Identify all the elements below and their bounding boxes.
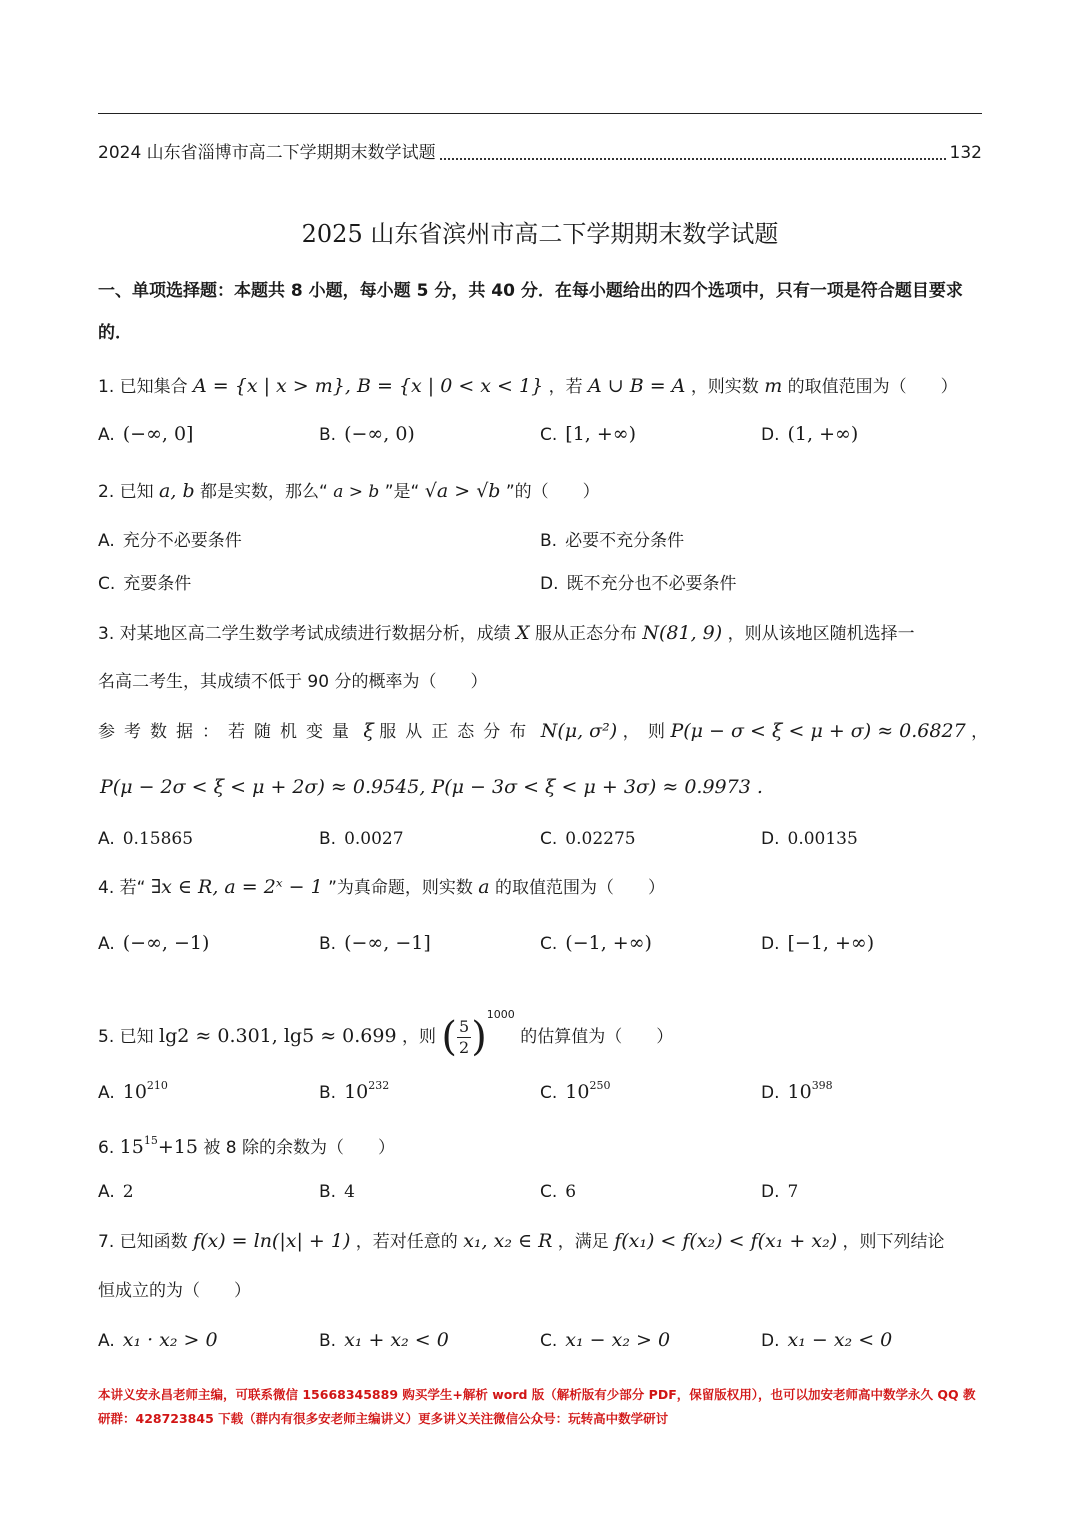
q2-option-b[interactable]: B. 必要不充分条件 bbox=[540, 531, 685, 551]
q3-option-c[interactable]: C. 0.02275 bbox=[540, 829, 636, 849]
toc-entry-page: 132 bbox=[949, 143, 982, 163]
section-heading: 一、单项选择题：本题共 8 小题，每小题 5 分，共 40 分．在每小题给出的四个选项中，只有一项是符合题目要求的． bbox=[98, 281, 963, 343]
question-3: 3. 对某地区高二学生数学考试成绩进行数据分析，成绩 X 服从正态分布 N(81, 9) ，则从该地区随机选择一 bbox=[98, 622, 915, 644]
q1-option-a[interactable]: A. (−∞, 0] bbox=[98, 423, 194, 445]
q3-option-b[interactable]: B. 0.0027 bbox=[319, 829, 404, 849]
q4-option-a[interactable]: A. (−∞, −1) bbox=[98, 932, 210, 954]
q6-option-c[interactable]: C. 6 bbox=[540, 1182, 577, 1202]
q6-option-d[interactable]: D. 7 bbox=[761, 1182, 799, 1202]
q4-option-b[interactable]: B. (−∞, −1] bbox=[319, 932, 431, 954]
q7-option-d[interactable]: D. x₁ − x₂ < 0 bbox=[761, 1329, 893, 1351]
question-7: 7. 已知函数 f(x) = ln(|x| + 1) ，若对任意的 x₁, x₂ ∈ R ，满足 f(x₁) < f(x₂) < f(x₁ + x₂) ，则下列结论 bbox=[98, 1230, 945, 1252]
toc-entry-title: 2024 山东省淄博市高二下学期期末数学试题 bbox=[98, 143, 436, 163]
q5-option-d[interactable]: D. $10^{398}$ bbox=[761, 1079, 833, 1103]
q3-option-a[interactable]: A. 0.15865 bbox=[98, 829, 194, 849]
page-title: 2025 山东省滨州市高二下学期期末数学试题 bbox=[301, 220, 779, 248]
question-4: 4. 若“ ∃x ∈ R, a = 2ˣ − 1 ”为真命题，则实数 a 的取值范围为（ ） bbox=[98, 876, 666, 898]
q2-option-d[interactable]: D. 既不充分也不必要条件 bbox=[540, 574, 737, 594]
question-5: 5. 已知 lg2 ≈ 0.301, lg5 ≈ 0.699 ，则 ( $\frac{5}{2}$ )$^{1000}$ 的估算值为（ ） bbox=[98, 1008, 674, 1060]
question-3-line-2: 名高二考生，其成绩不低于 90 分的概率为（ ） bbox=[98, 672, 488, 692]
top-divider bbox=[98, 113, 982, 114]
q1-option-b[interactable]: B. (−∞, 0) bbox=[319, 423, 415, 445]
q6-option-b[interactable]: B. 4 bbox=[319, 1182, 355, 1202]
toc-leader-dots bbox=[440, 158, 946, 160]
q5-option-b[interactable]: B. $10^{232}$ bbox=[319, 1079, 390, 1103]
q3-option-d[interactable]: D. 0.00135 bbox=[761, 829, 858, 849]
q7-option-b[interactable]: B. x₁ + x₂ < 0 bbox=[319, 1329, 449, 1351]
q6-option-a[interactable]: A. 2 bbox=[98, 1182, 134, 1202]
q5-option-a[interactable]: A. $10^{210}$ bbox=[98, 1079, 168, 1103]
question-6: 6. $15^{15}+15$ 被 8 除的余数为（ ） bbox=[98, 1134, 395, 1158]
q5-fraction: $\frac{5}{2}$ bbox=[459, 1016, 470, 1057]
question-7-line-2: 恒成立的为（ ） bbox=[98, 1281, 251, 1301]
question-2: 2. 已知 a, b 都是实数，那么“ a > b ”是“ √a > √b ”的（ ） bbox=[98, 480, 600, 502]
q3-reference-data-2: P(μ − 2σ < ξ < μ + 2σ) ≈ 0.9545, P(μ − 3σ < ξ < μ + 3σ) ≈ 0.9973 . bbox=[100, 776, 763, 798]
footer-notice: 本讲义安永昌老师主编，可联系微信 15668345889 购买学生+解析 word 版（解析版有少部分 PDF，保留版权用），也可以加安老师高中数学永久 QQ 教研群：428723845 下载（群内有很多安老师主编讲义）更多讲义关注微信公众号：玩转高中数学研讨 bbox=[98, 1387, 976, 1426]
q5-option-c[interactable]: C. $10^{250}$ bbox=[540, 1079, 611, 1103]
q4-option-c[interactable]: C. (−1, +∞) bbox=[540, 932, 652, 954]
question-1: 1. 已知集合 A = {x | x > m}, B = {x | 0 < x < 1} ，若 A ∪ B = A ，则实数 m 的取值范围为（ ） bbox=[98, 375, 958, 397]
q1-set-definition: A = {x | x > m}, B = {x | 0 < x < 1} bbox=[193, 375, 544, 397]
q1-option-d[interactable]: D. (1, +∞) bbox=[761, 423, 859, 445]
q7-option-a[interactable]: A. x₁ · x₂ > 0 bbox=[98, 1329, 218, 1351]
q3-reference-data: 参考数据：若随机变量 ξ 服从正态分布 N(μ, σ²) ， 则 P(μ − σ < ξ < μ + σ) ≈ 0.6827 ， bbox=[98, 720, 989, 742]
q1-option-c[interactable]: C. [1, +∞) bbox=[540, 423, 637, 445]
q2-option-c[interactable]: C. 充要条件 bbox=[98, 574, 192, 594]
q2-option-a[interactable]: A. 充分不必要条件 bbox=[98, 531, 242, 551]
q7-option-c[interactable]: C. x₁ − x₂ > 0 bbox=[540, 1329, 671, 1351]
toc-entry[interactable] bbox=[98, 140, 982, 166]
q4-option-d[interactable]: D. [−1, +∞) bbox=[761, 932, 875, 954]
